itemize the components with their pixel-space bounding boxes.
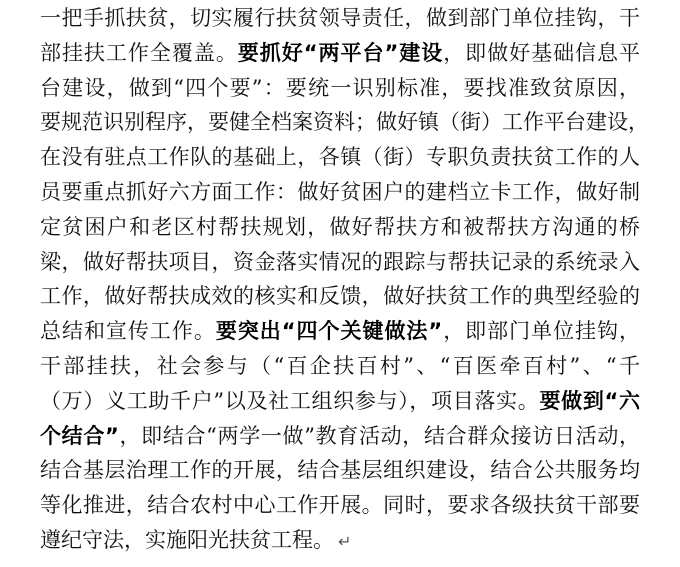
text-line <box>40 107 649 137</box>
text-segment: 等化推进，结合农村中心工作开展。同时，要求各级扶贫干部要 <box>40 493 640 518</box>
text-segment: （万）义工助千户”以及社工组织参与），项目落实。 <box>40 388 540 413</box>
bold-text-segment: 要抓好“两平台”建设 <box>237 40 444 65</box>
text-segment: 一把手抓扶贫，切实履行扶贫领导责任，做到部门单位挂钩，干 <box>40 6 640 30</box>
bold-text-segment: 个结合” <box>40 423 119 448</box>
bold-text-segment: 要突出“四个关键做法” <box>215 319 443 344</box>
text-segment: 定贫困户和老区村帮扶规划，做好帮扶方和被帮扶方沟通的桥 <box>40 214 640 239</box>
text-segment: 在没有驻点工作队的基础上，各镇（街）专职负责扶贫工作的人 <box>40 145 640 170</box>
text-segment: ，即结合“两学一做”教育活动，结合群众接访日活动， <box>118 423 640 448</box>
text-segment: 要规范识别程序，要健全档案资料；做好镇（街）工作平台建设， <box>40 110 649 135</box>
text-segment: 遵纪守法，实施阳光扶贫工程。 <box>40 528 334 552</box>
paragraph-mark-icon: ↵ <box>338 532 352 551</box>
text-segment: 结合基层治理工作的开展，结合基层组织建设，结合公共服务均 <box>40 458 640 483</box>
text-segment: 工作，做好帮扶成效的核实和反馈，做好扶贫工作的典型经验的 <box>40 284 640 309</box>
text-line <box>40 490 640 520</box>
bold-text-segment: 要做到“六 <box>539 388 640 413</box>
text-line <box>40 455 640 485</box>
text-segment: ，即做好基础信息平 <box>443 40 641 65</box>
text-segment: 员要重点抓好六方面工作：做好贫困户的建档立卡工作，做好制 <box>40 180 640 204</box>
text-line <box>40 3 640 33</box>
text-line <box>40 351 640 381</box>
text-line <box>40 316 640 346</box>
text-segment: 总结和宣传工作。 <box>40 319 216 344</box>
text-line <box>40 247 640 277</box>
text-line <box>40 73 640 103</box>
text-line <box>40 421 640 451</box>
text-line <box>40 212 640 242</box>
text-segment: 梁，做好帮扶项目，资金落实情况的跟踪与帮扶记录的系统录入 <box>40 249 640 274</box>
text-segment: 台建设，做到“四个要”：要统一识别标准，要找准致贫原因， <box>40 75 640 100</box>
text-line <box>40 38 640 68</box>
text-line <box>40 525 640 555</box>
text-line <box>40 386 640 416</box>
text-line <box>40 281 640 311</box>
text-line <box>40 142 640 172</box>
text-segment: 部挂扶工作全覆盖。 <box>40 40 238 65</box>
text-line <box>40 177 640 207</box>
text-segment: ，即部门单位挂钩， <box>442 319 641 344</box>
text-segment: 干部挂扶，社会参与（“百企扶百村”、“百医牵百村”、“千 <box>40 354 640 378</box>
